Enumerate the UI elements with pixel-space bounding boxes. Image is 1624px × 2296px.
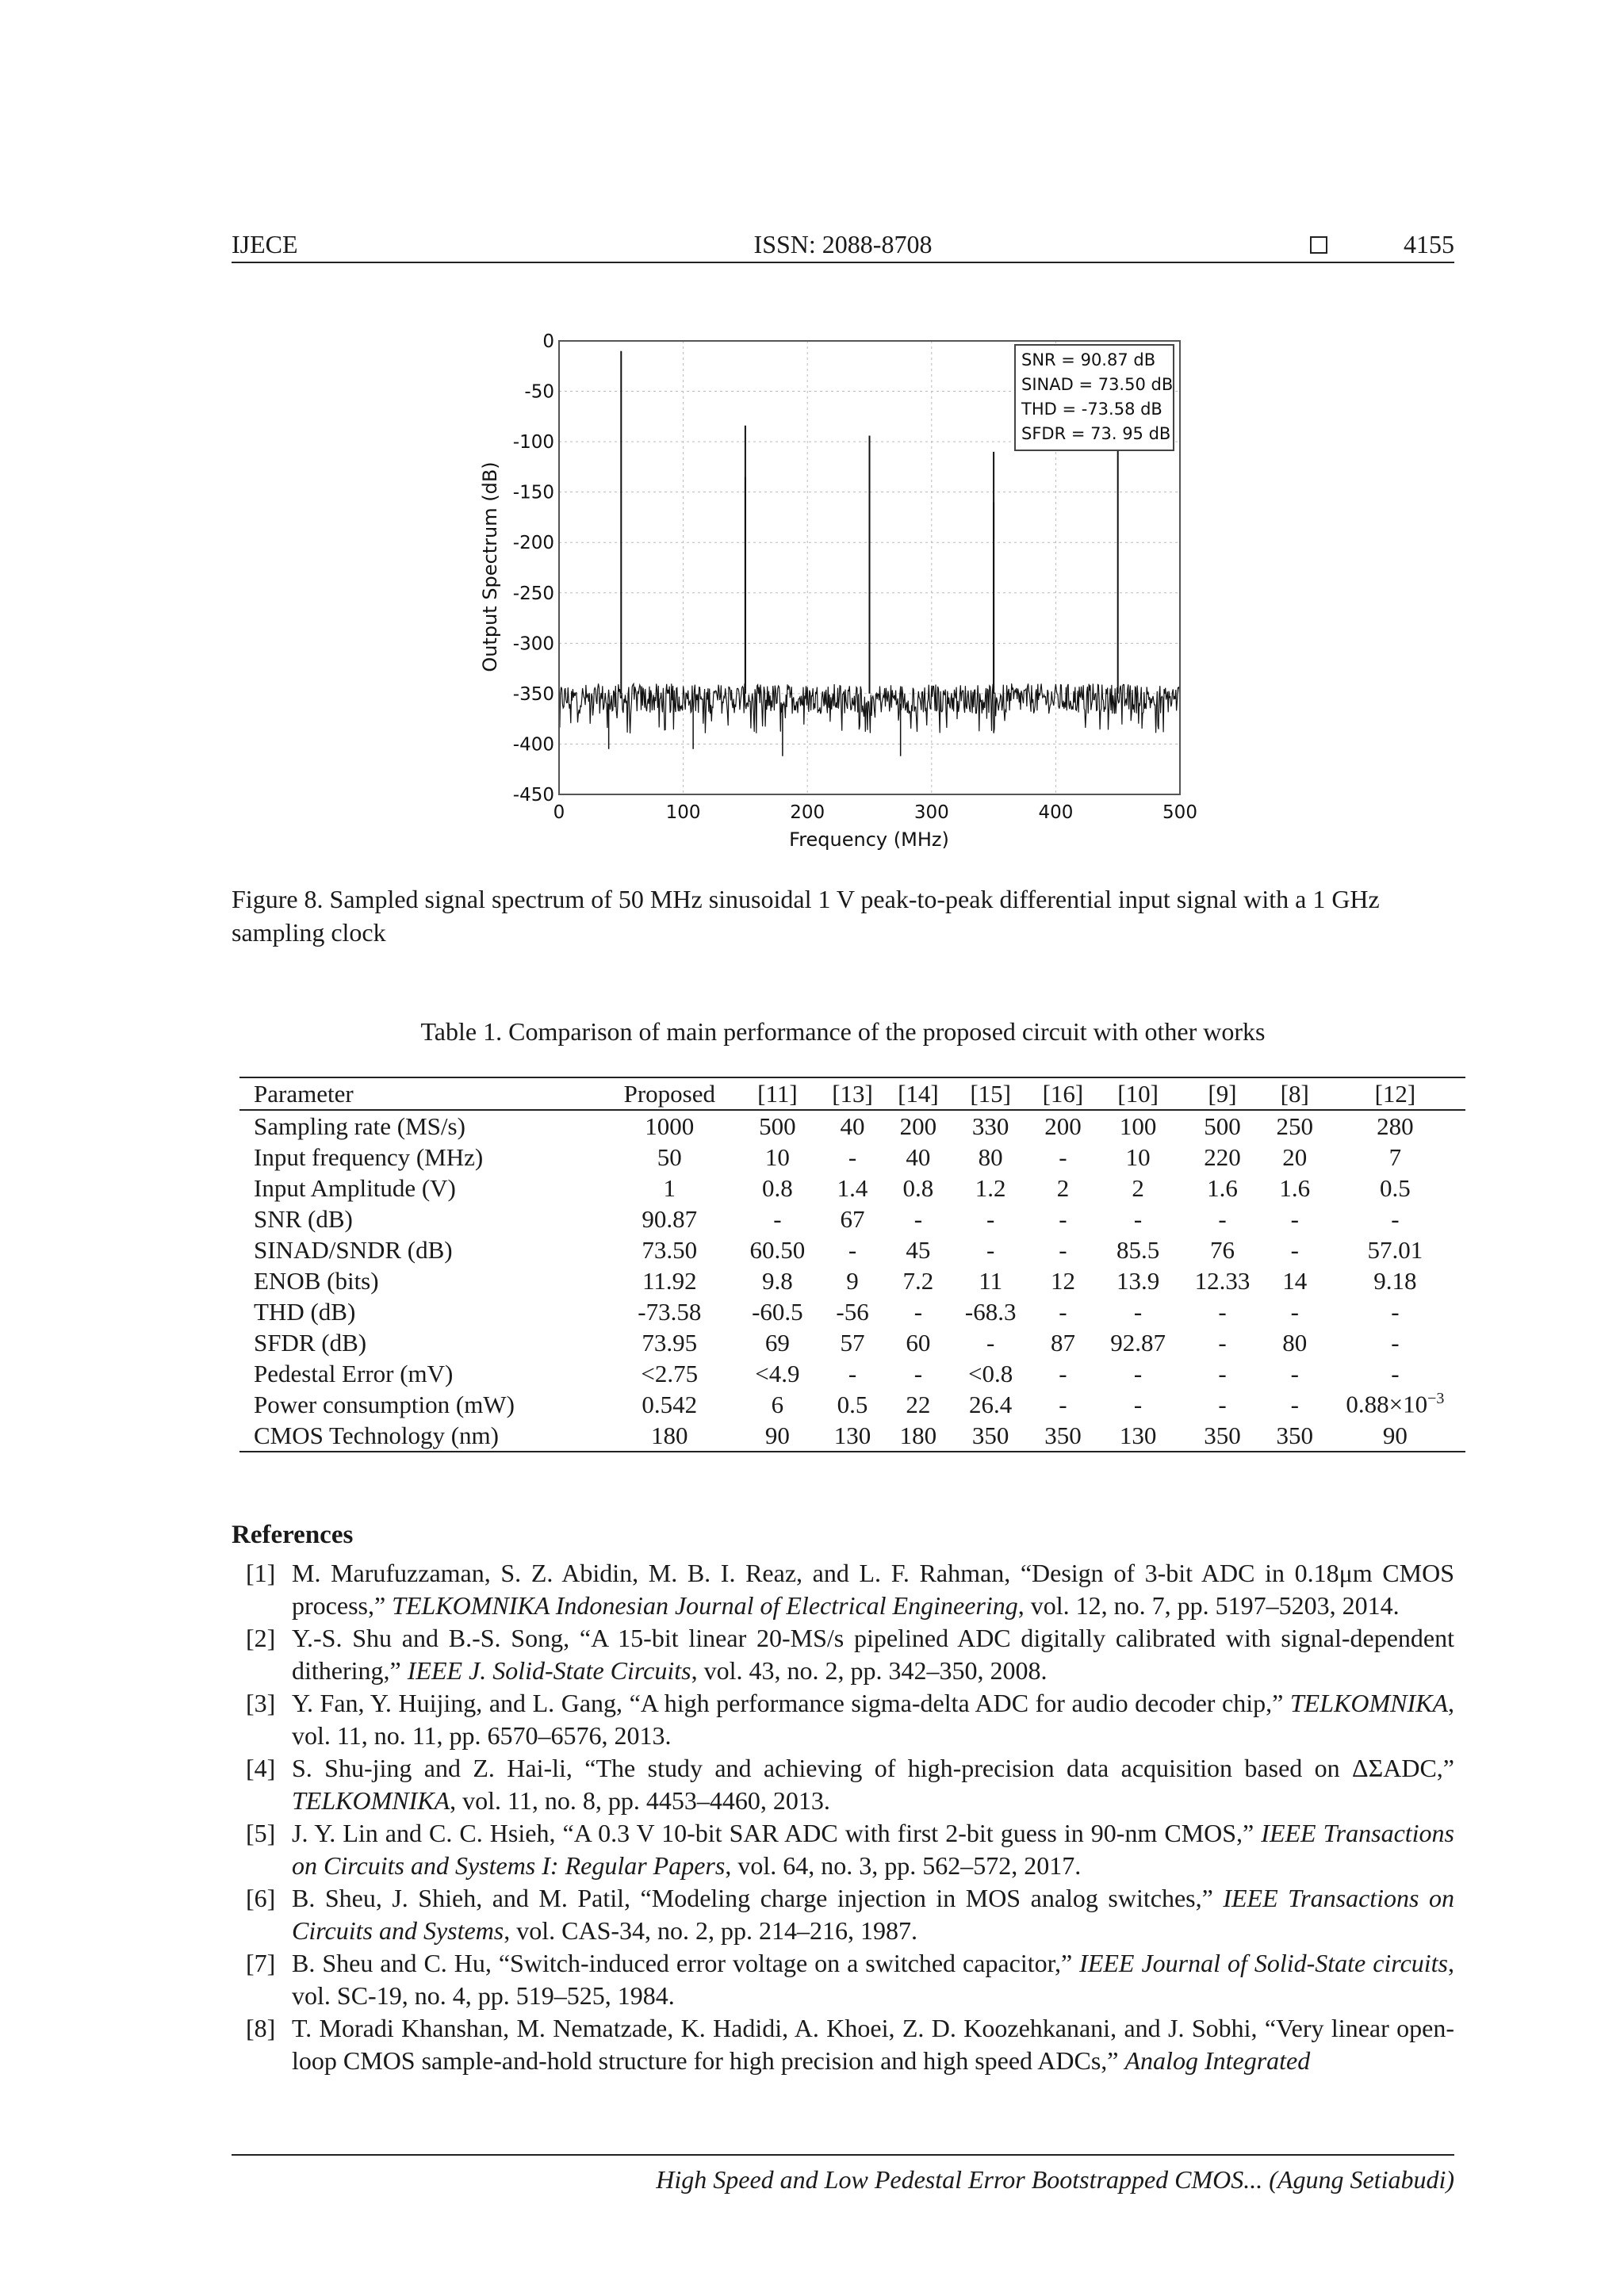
reference-item	[232, 2012, 1454, 2077]
references-heading: References	[232, 1521, 354, 1549]
issn: ISSN: 2088-8708	[753, 230, 933, 258]
table-cell: 1000	[645, 1112, 695, 1140]
table-cell: 90.87	[642, 1204, 698, 1233]
reference-venue: IEEE Transactions on Circuits and Systems	[292, 1884, 1455, 1945]
table-cell	[1325, 1389, 1465, 1420]
col-header: [13]	[832, 1079, 873, 1108]
reference-text: B. Sheu and C. Hu, “Switch-induced error voltage on a switched capacitor,”	[292, 1949, 1080, 1977]
table-cell: -	[1218, 1297, 1227, 1326]
table-cell: 220	[1204, 1142, 1241, 1171]
spectrum-chart	[460, 329, 1221, 860]
table-cell: Input frequency (MHz)	[254, 1142, 484, 1171]
table-cell: <2.75	[641, 1359, 699, 1387]
x-axis-label: Frequency (MHz)	[789, 828, 949, 851]
table-cell: -	[1059, 1359, 1067, 1387]
reference-item	[232, 1947, 1454, 2012]
table-cell: -	[914, 1204, 923, 1233]
table-cell: -73.58	[638, 1297, 702, 1326]
x-tick-label: 500	[1162, 802, 1197, 823]
y-tick-labels	[513, 331, 554, 806]
comparison-table	[239, 1077, 1465, 1452]
table-cell: 6	[771, 1390, 784, 1418]
reference-item	[232, 1752, 1454, 1817]
table-cell: -	[1290, 1297, 1299, 1326]
y-tick-label: -400	[512, 734, 554, 756]
table-cell: 0.5	[837, 1390, 868, 1418]
table-cell: Input Amplitude (V)	[254, 1173, 456, 1202]
reference-text: J. Y. Lin and C. C. Hsieh, “A 0.3 V 10-bit SAR ADC with first 2-bit guess in 90-nm CMOS,”	[292, 1819, 1262, 1847]
table-cell: 22	[906, 1390, 931, 1418]
table-cell: 40	[840, 1112, 865, 1140]
table-cell: 350	[1276, 1421, 1313, 1449]
reference-text: Y.-S. Shu and B.-S. Song, “A 15-bit linear 20-MS/s pipelined ADC digitally calibrated with signal-dependent dithering,”	[292, 1624, 1454, 1685]
y-tick-label: -200	[512, 533, 554, 554]
col-header: [16]	[1042, 1079, 1084, 1108]
reference-venue: Analog Integrated	[1124, 2046, 1311, 2075]
table-cell: -	[1290, 1204, 1299, 1233]
reference-item	[232, 1882, 1454, 1947]
table-cell: -	[986, 1204, 995, 1233]
table-cell: -	[1059, 1235, 1067, 1264]
square-icon	[1310, 236, 1327, 254]
table-cell: 73.50	[642, 1235, 698, 1264]
reference-venue: IEEE Journal of Solid-State circuits	[1079, 1949, 1449, 1977]
table-cell: -68.3	[964, 1297, 1017, 1326]
reference-text: B. Sheu, J. Shieh, and M. Patil, “Modeling charge injection in MOS analog switches,”	[292, 1884, 1224, 1912]
reference-item	[232, 1557, 1454, 1622]
table-row	[239, 1389, 1465, 1420]
col-header: [11]	[757, 1079, 798, 1108]
table-cell: 57	[840, 1328, 865, 1357]
table-cell: 20	[1282, 1142, 1308, 1171]
table-row	[239, 1234, 1465, 1265]
page-number: 4155	[1404, 230, 1454, 258]
reference-item	[232, 1622, 1454, 1687]
figure-caption: Figure 8. Sampled signal spectrum of 50 MHz sinusoidal 1 V peak-to-peak differential input signal with a 1 GHz sampling clock	[232, 885, 1380, 947]
table-cell: THD (dB)	[254, 1297, 356, 1326]
table-cell: 57.01	[1367, 1235, 1423, 1264]
table-row	[239, 1265, 1465, 1296]
col-header: [15]	[970, 1079, 1011, 1108]
reference-venue: TELKOMNIKA Indonesian Journal of Electrical Engineering	[392, 1591, 1018, 1620]
table-cell: 180	[651, 1421, 688, 1449]
table-cell: -	[1391, 1328, 1400, 1357]
table-cell: 350	[971, 1421, 1009, 1449]
table-cell: 130	[1119, 1421, 1157, 1449]
table-cell: -	[1059, 1390, 1067, 1418]
table-cell: 76	[1209, 1235, 1235, 1264]
table-cell: 200	[1044, 1112, 1082, 1140]
table-row	[239, 1142, 1465, 1173]
table-cell: -	[1133, 1204, 1143, 1233]
metric-sinad: SINAD = 73.50 dB	[1021, 375, 1174, 394]
x-tick-labels	[553, 802, 1197, 823]
table-cell: 60	[906, 1328, 931, 1357]
journal-name: IJECE	[232, 230, 298, 258]
table-cell: -	[1059, 1297, 1067, 1326]
table-cell: SNR (dB)	[254, 1204, 353, 1233]
col-header: Parameter	[254, 1079, 354, 1108]
table-row	[239, 1203, 1465, 1234]
y-tick-label: -250	[512, 583, 554, 604]
table-cell: -	[986, 1235, 995, 1264]
table-cell: -60.5	[752, 1297, 803, 1326]
table-row	[239, 1173, 1465, 1203]
table-cell: Power consumption (mW)	[254, 1390, 515, 1418]
table-cell: 0.8	[762, 1173, 793, 1202]
table-cell: 2	[1132, 1173, 1144, 1202]
x-tick-label: 0	[553, 802, 565, 823]
col-header: [10]	[1117, 1079, 1159, 1108]
table-cell: -	[986, 1328, 995, 1357]
table-cell: -	[848, 1235, 857, 1264]
table-cell: Sampling rate (MS/s)	[254, 1112, 465, 1140]
table-cell: 10	[1125, 1142, 1151, 1171]
reference-number: [3]	[246, 1689, 276, 1717]
table-cell: 1.6	[1207, 1173, 1238, 1202]
table-cell: -	[1218, 1390, 1227, 1418]
running-footer: High Speed and Low Pedestal Error Bootstrapped CMOS... (Agung Setiabudi)	[656, 2165, 1454, 2194]
table-cell: 14	[1282, 1266, 1308, 1295]
reference-text: M. Marufuzzaman, S. Z. Abidin, M. B. I. Reaz, and L. F. Rahman, “Design of 3-bit ADC in 0.18μm CMOS process,”	[292, 1559, 1454, 1620]
reference-tail: , vol. 12, no. 7, pp. 5197–5203, 2014.	[1017, 1591, 1400, 1620]
reference-text: S. Shu-jing and Z. Hai-li, “The study and achieving of high-precision data acquisition based on ΔΣADC,”	[292, 1754, 1454, 1782]
table-cell: -	[1218, 1359, 1227, 1387]
y-axis-label: Output Spectrum (dB)	[479, 461, 501, 672]
reference-tail: , vol. CAS-34, no. 2, pp. 214–216, 1987.	[504, 1916, 918, 1945]
table-cell: -	[1133, 1297, 1143, 1326]
table-cell: -	[848, 1359, 857, 1387]
table-cell: <4.9	[755, 1359, 800, 1387]
table-cell: Pedestal Error (mV)	[254, 1359, 454, 1387]
power-value: 0.88×10	[1346, 1390, 1428, 1418]
table-cell: -	[1290, 1235, 1299, 1264]
reference-item	[232, 1687, 1454, 1752]
table-cell: 69	[764, 1328, 790, 1357]
table-cell: 92.87	[1110, 1328, 1166, 1357]
x-tick-label: 100	[665, 802, 701, 823]
y-tick-label: -50	[524, 381, 554, 403]
table-cell: 250	[1276, 1112, 1313, 1140]
x-tick-label: 400	[1038, 802, 1074, 823]
table-cell: 90	[1382, 1421, 1408, 1449]
table-cell: 26.4	[969, 1390, 1013, 1418]
reference-venue: TELKOMNIKA	[1289, 1689, 1448, 1717]
reference-number: [4]	[246, 1754, 276, 1782]
table-cell: SFDR (dB)	[254, 1328, 367, 1357]
reference-venue: IEEE Transactions on Circuits and Systems I: Regular Papers	[292, 1819, 1455, 1880]
reference-number: [5]	[246, 1819, 276, 1847]
table-cell: 180	[899, 1421, 937, 1449]
table-cell: -56	[836, 1297, 869, 1326]
table-cell: 1	[663, 1173, 676, 1202]
table-cell: 85.5	[1116, 1235, 1160, 1264]
reference-venue: IEEE J. Solid-State Circuits	[407, 1656, 691, 1685]
table-cell: 11.92	[642, 1266, 697, 1295]
reference-tail: , vol. SC-19, no. 4, pp. 519–525, 1984.	[292, 1949, 1455, 2010]
x-tick-label: 300	[914, 802, 949, 823]
table-row	[239, 1110, 1465, 1142]
table-cell: 330	[971, 1112, 1009, 1140]
table-cell: 500	[1204, 1112, 1241, 1140]
reference-venue: TELKOMNIKA	[292, 1786, 450, 1815]
y-tick-label: -450	[512, 785, 554, 806]
table-cell: -	[1218, 1204, 1227, 1233]
table-cell: <0.8	[968, 1359, 1013, 1387]
table-title: Table 1. Comparison of main performance of the proposed circuit with other works	[420, 1017, 1266, 1046]
table-cell: 9.18	[1373, 1266, 1417, 1295]
table-cell: 1.2	[975, 1173, 1006, 1202]
reference-item	[232, 1817, 1454, 1882]
table-cell: 90	[764, 1421, 790, 1449]
table-cell: -	[1133, 1359, 1143, 1387]
table-cell: 200	[899, 1112, 937, 1140]
table-cell: -	[1059, 1204, 1067, 1233]
table-cell: -	[773, 1204, 782, 1233]
table-cell: -	[1059, 1142, 1067, 1171]
table-cell: 10	[764, 1142, 790, 1171]
reference-number: [8]	[246, 2014, 276, 2042]
table-cell: 9.8	[762, 1266, 793, 1295]
table-row	[239, 1420, 1465, 1452]
table-row	[239, 1327, 1465, 1358]
power-exponent: −3	[1427, 1390, 1445, 1408]
reference-number: [2]	[246, 1624, 276, 1652]
table-cell: 40	[906, 1142, 931, 1171]
table-cell: 1.6	[1279, 1173, 1311, 1202]
table-cell: 280	[1377, 1112, 1414, 1140]
table-cell: SINAD/SNDR (dB)	[254, 1235, 453, 1264]
col-header: [12]	[1374, 1079, 1416, 1108]
y-tick-label: 0	[542, 331, 554, 352]
metric-thd: THD = -73.58 dB	[1021, 400, 1162, 419]
reference-text: Y. Fan, Y. Huijing, and L. Gang, “A high performance sigma-delta ADC for audio decoder chip,”	[292, 1689, 1290, 1717]
table-cell: -	[1391, 1204, 1400, 1233]
table-cell: -	[914, 1297, 923, 1326]
table-cell: ENOB (bits)	[254, 1266, 379, 1295]
reference-number: [1]	[246, 1559, 276, 1587]
table-cell: 7.2	[902, 1266, 934, 1295]
col-header: [9]	[1208, 1079, 1237, 1108]
reference-number: [6]	[246, 1884, 276, 1912]
metric-snr: SNR = 90.87 dB	[1021, 350, 1156, 369]
reference-tail: , vol. 64, no. 3, pp. 562–572, 2017.	[725, 1851, 1082, 1880]
table-cell: 130	[833, 1421, 871, 1449]
table-cell: 1.4	[837, 1173, 868, 1202]
table-row	[239, 1296, 1465, 1327]
table-cell: -	[1391, 1359, 1400, 1387]
table-cell: -	[1133, 1390, 1143, 1418]
reference-tail: , vol. 11, no. 8, pp. 4453–4460, 2013.	[450, 1786, 830, 1815]
table-row	[239, 1358, 1465, 1389]
table-cell: 0.5	[1380, 1173, 1411, 1202]
table-cell: 7	[1388, 1142, 1402, 1171]
table-cell: 50	[657, 1142, 682, 1171]
table-cell: 12.33	[1194, 1266, 1251, 1295]
table-header-row	[239, 1077, 1465, 1110]
table-cell: -	[848, 1142, 857, 1171]
page-header	[232, 230, 1454, 263]
y-tick-label: -150	[512, 482, 554, 503]
table-cell: 60.50	[749, 1235, 806, 1264]
table-cell: 11	[979, 1266, 1003, 1295]
metric-sfdr: SFDR = 73. 95 dB	[1021, 424, 1171, 443]
table-cell: 73.95	[642, 1328, 698, 1357]
table-cell: 13.9	[1116, 1266, 1160, 1295]
col-header: Proposed	[623, 1079, 715, 1108]
table-cell: 0.542	[642, 1390, 698, 1418]
y-tick-label: -300	[512, 633, 554, 655]
x-tick-label: 200	[790, 802, 825, 823]
table-cell: 87	[1050, 1328, 1075, 1357]
col-header: [14]	[898, 1079, 939, 1108]
table-cell: 350	[1044, 1421, 1082, 1449]
table-cell: -	[1290, 1359, 1299, 1387]
table-cell: 45	[906, 1235, 931, 1264]
page-footer	[232, 2154, 1454, 2194]
references-list	[232, 1557, 1454, 2077]
y-tick-label: -350	[512, 683, 554, 705]
reference-number: [7]	[246, 1949, 276, 1977]
table-cell: 500	[759, 1112, 796, 1140]
table-cell: 12	[1050, 1266, 1075, 1295]
table-cell: 350	[1204, 1421, 1241, 1449]
table-cell: -	[914, 1359, 923, 1387]
table-cell: 9	[846, 1266, 859, 1295]
table-cell: 0.8	[902, 1173, 934, 1202]
table-cell: 67	[840, 1204, 865, 1233]
table-cell: -	[1218, 1328, 1227, 1357]
y-tick-label: -100	[512, 432, 554, 453]
col-header: [8]	[1280, 1079, 1309, 1108]
table-cell: -	[1391, 1297, 1400, 1326]
table-cell: CMOS Technology (nm)	[254, 1421, 499, 1449]
table-cell: 2	[1056, 1173, 1070, 1202]
reference-text: T. Moradi Khanshan, M. Nematzade, K. Hadidi, A. Khoei, Z. D. Koozehkanani, and J. Sobhi, “Very linear open-loop CMOS sample-and-hold structure for high precision and high speed ADCs,”	[292, 2014, 1454, 2075]
table-cell: 80	[978, 1142, 1003, 1171]
reference-tail: , vol. 43, no. 2, pp. 342–350, 2008.	[691, 1656, 1048, 1685]
reference-tail: , vol. 11, no. 11, pp. 6570–6576, 2013.	[292, 1689, 1454, 1750]
table-cell: 80	[1282, 1328, 1308, 1357]
table-cell: 100	[1119, 1112, 1157, 1140]
table-cell: -	[1290, 1390, 1299, 1418]
